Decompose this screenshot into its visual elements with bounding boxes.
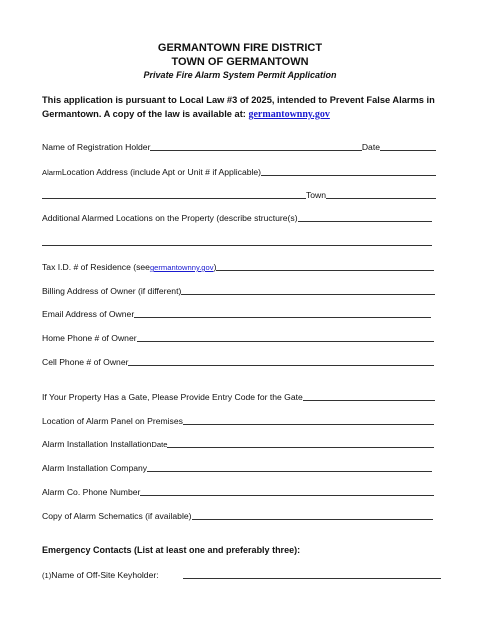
email-label: Email Address of Owner	[42, 309, 135, 319]
gate-code-line[interactable]	[303, 392, 435, 401]
home-phone-line[interactable]	[137, 333, 434, 342]
cell-phone-row	[42, 355, 434, 367]
date-label: Date	[361, 142, 380, 152]
cell-phone-label: Cell Phone # of Owner	[42, 357, 129, 367]
install-date-suffix: Date	[151, 440, 168, 449]
schematics-row	[42, 509, 433, 521]
cell-phone-line[interactable]	[128, 357, 434, 366]
company-phone-row	[42, 485, 434, 497]
install-company-label: Alarm Installation Company	[42, 463, 148, 473]
keyholder-row	[42, 568, 441, 580]
install-date-line[interactable]	[167, 439, 434, 448]
address-continuation-line[interactable]	[42, 190, 306, 199]
registration-holder-line[interactable]	[150, 142, 361, 151]
town-row	[42, 188, 436, 200]
billing-address-line[interactable]	[181, 286, 435, 295]
tax-id-close: )	[213, 262, 217, 272]
billing-row	[42, 284, 435, 296]
tax-id-label: Tax I.D. # of Residence (see	[42, 262, 150, 272]
panel-location-label: Location of Alarm Panel on Premises	[42, 416, 183, 426]
additional-locations-line[interactable]	[298, 213, 432, 222]
keyholder-number: (1)	[42, 571, 52, 580]
location-row	[42, 165, 436, 177]
email-row	[42, 307, 431, 319]
home-phone-label: Home Phone # of Owner	[42, 333, 137, 343]
district-title: GERMANTOWN FIRE DISTRICT	[157, 42, 323, 54]
registration-holder-label: Name of Registration Holder	[42, 142, 151, 152]
additional-locations-line-2[interactable]	[42, 237, 432, 246]
town-label: Town	[305, 190, 326, 200]
company-phone-line[interactable]	[140, 487, 434, 496]
additional-locations-row	[42, 211, 432, 223]
schematics-line[interactable]	[192, 511, 434, 520]
panel-location-row	[42, 414, 434, 426]
germantown-link[interactable]: germantownny.gov	[248, 109, 330, 120]
tax-id-link[interactable]: germantownny.gov	[149, 263, 214, 272]
schematics-label: Copy of Alarm Schematics (if available)	[42, 511, 192, 521]
emergency-contacts-heading: Emergency Contacts (List at least one and preferably three):	[42, 545, 301, 555]
home-phone-row	[42, 331, 434, 343]
town-title: TOWN OF GERMANTOWN	[171, 56, 309, 68]
town-line[interactable]	[326, 190, 436, 199]
gate-code-row	[42, 390, 435, 402]
registration-row	[42, 140, 436, 152]
date-line[interactable]	[380, 142, 436, 151]
install-company-line[interactable]	[147, 463, 432, 472]
additional-locations-row-2	[42, 235, 432, 247]
company-phone-label: Alarm Co. Phone Number	[42, 487, 141, 497]
tax-id-row	[42, 260, 434, 272]
alarm-prefix: Alarm	[42, 168, 62, 177]
form-subtitle: Private Fire Alarm System Permit Application	[143, 70, 337, 80]
intro-text: This application is pursuant to Local Law #3 of 2025, intended to Prevent False Alarms in Germantown. A copy of the law is available at:	[42, 95, 435, 119]
email-line[interactable]	[134, 309, 431, 318]
location-address-line[interactable]	[261, 167, 436, 176]
keyholder-line[interactable]	[183, 570, 441, 579]
gate-code-label: If Your Property Has a Gate, Please Provide Entry Code for the Gate	[42, 392, 303, 402]
intro-paragraph	[42, 93, 442, 122]
panel-location-line[interactable]	[183, 416, 434, 425]
keyholder-label: Name of Off-Site Keyholder:	[51, 570, 159, 580]
billing-address-label: Billing Address of Owner (if different)	[42, 286, 182, 296]
install-date-label: Alarm Installation Installation	[42, 439, 152, 449]
location-address-label: Location Address (include Apt or Unit # if Applicable)	[61, 167, 262, 177]
install-date-row	[42, 437, 434, 449]
install-company-row	[42, 461, 432, 473]
tax-id-line[interactable]	[213, 262, 434, 272]
additional-locations-label: Additional Alarmed Locations on the Property (describe structure(s)	[42, 213, 298, 223]
